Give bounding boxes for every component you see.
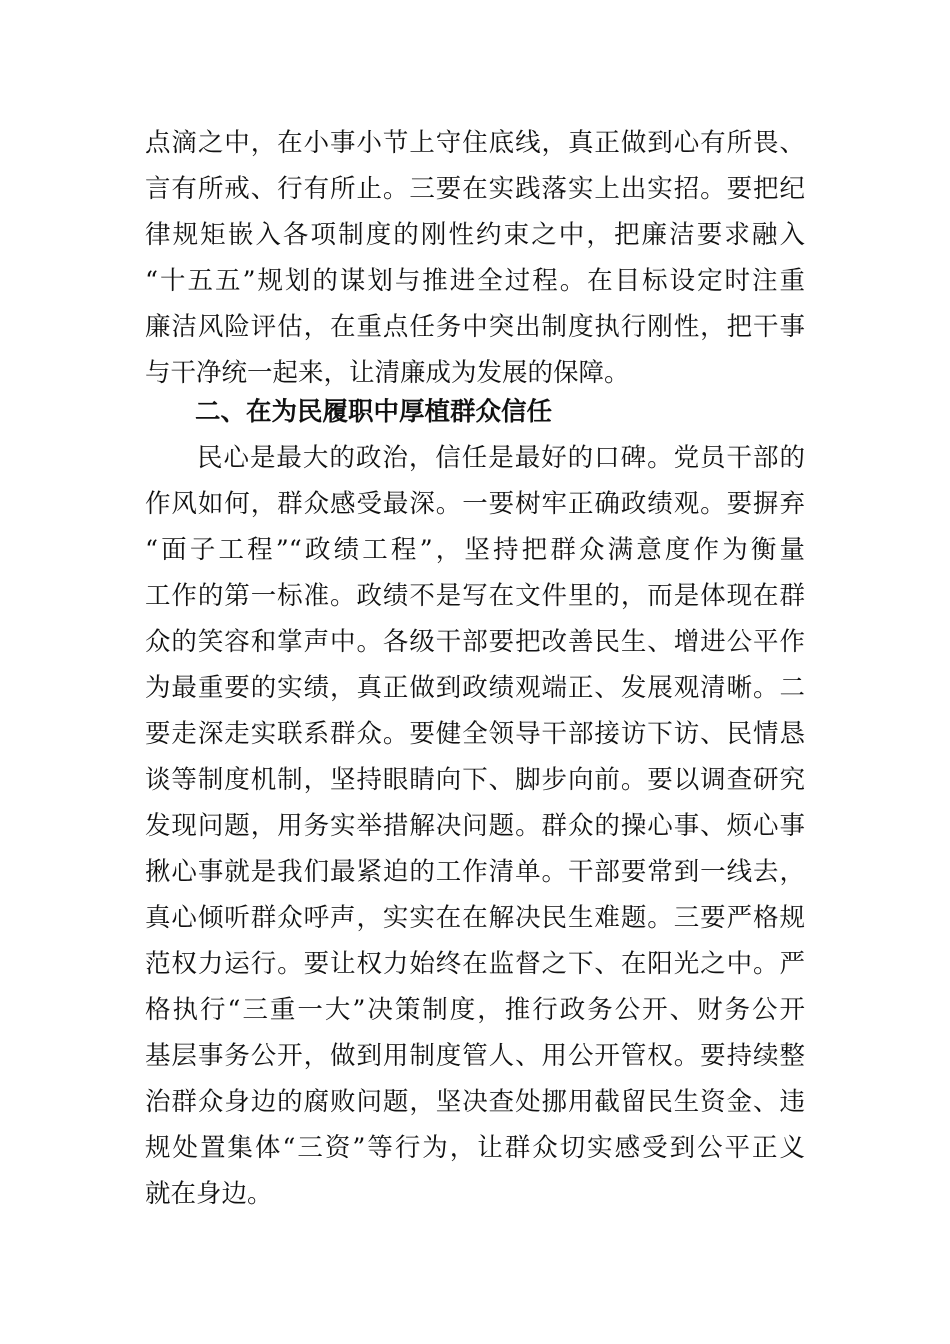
text-line: “面子工程”“政绩工程”，坚持把群众满意度作为衡量 bbox=[145, 535, 805, 565]
text-line: 基层事务公开，做到用制度管人、用公开管权。要持续整 bbox=[145, 1041, 805, 1071]
text-line: 民心是最大的政治，信任是最好的口碑。党员干部的 bbox=[197, 443, 805, 473]
text-line: 格执行“三重一大”决策制度，推行政务公开、财务公开 bbox=[145, 995, 805, 1025]
text-line: 廉洁风险评估，在重点任务中突出制度执行刚性，把干事 bbox=[145, 312, 805, 342]
text-line: 点滴之中，在小事小节上守住底线，真正做到心有所畏、 bbox=[145, 128, 805, 158]
text-line: 工作的第一标准。政绩不是写在文件里的，而是体现在群 bbox=[145, 581, 805, 611]
text-line: 范权力运行。要让权力始终在监督之下、在阳光之中。严 bbox=[145, 949, 805, 979]
text-line: 治群众身边的腐败问题，坚决查处挪用截留民生资金、违 bbox=[145, 1087, 805, 1117]
text-line: 就在身边。 bbox=[145, 1179, 273, 1209]
text-line: 众的笑容和掌声中。各级干部要把改善民生、增进公平作 bbox=[145, 627, 805, 657]
text-line: 要走深走实联系群众。要健全领导干部接访下访、民情恳 bbox=[145, 719, 805, 749]
text-line: 作风如何，群众感受最深。一要树牢正确政绩观。要摒弃 bbox=[145, 489, 805, 519]
text-line: 与干净统一起来，让清廉成为发展的保障。 bbox=[145, 358, 630, 388]
text-line: “十五五”规划的谋划与推进全过程。在目标设定时注重 bbox=[145, 266, 805, 296]
text-line: 揪心事就是我们最紧迫的工作清单。干部要常到一线去， bbox=[145, 857, 805, 887]
text-line: 为最重要的实绩，真正做到政绩观端正、发展观清晰。二 bbox=[145, 673, 805, 703]
text-line: 发现问题，用务实举措解决问题。群众的操心事、烦心事 bbox=[145, 811, 805, 841]
text-line: 谈等制度机制，坚持眼睛向下、脚步向前。要以调查研究 bbox=[145, 765, 805, 795]
text-line: 真心倾听群众呼声，实实在在解决民生难题。三要严格规 bbox=[145, 903, 805, 933]
text-line: 言有所戒、行有所止。三要在实践落实上出实招。要把纪 bbox=[145, 174, 805, 204]
section-heading: 二、在为民履职中厚植群众信任 bbox=[195, 397, 553, 427]
text-line: 律规矩嵌入各项制度的刚性约束之中，把廉洁要求融入 bbox=[145, 220, 805, 250]
text-line: 规处置集体“三资”等行为，让群众切实感受到公平正义 bbox=[145, 1133, 805, 1163]
